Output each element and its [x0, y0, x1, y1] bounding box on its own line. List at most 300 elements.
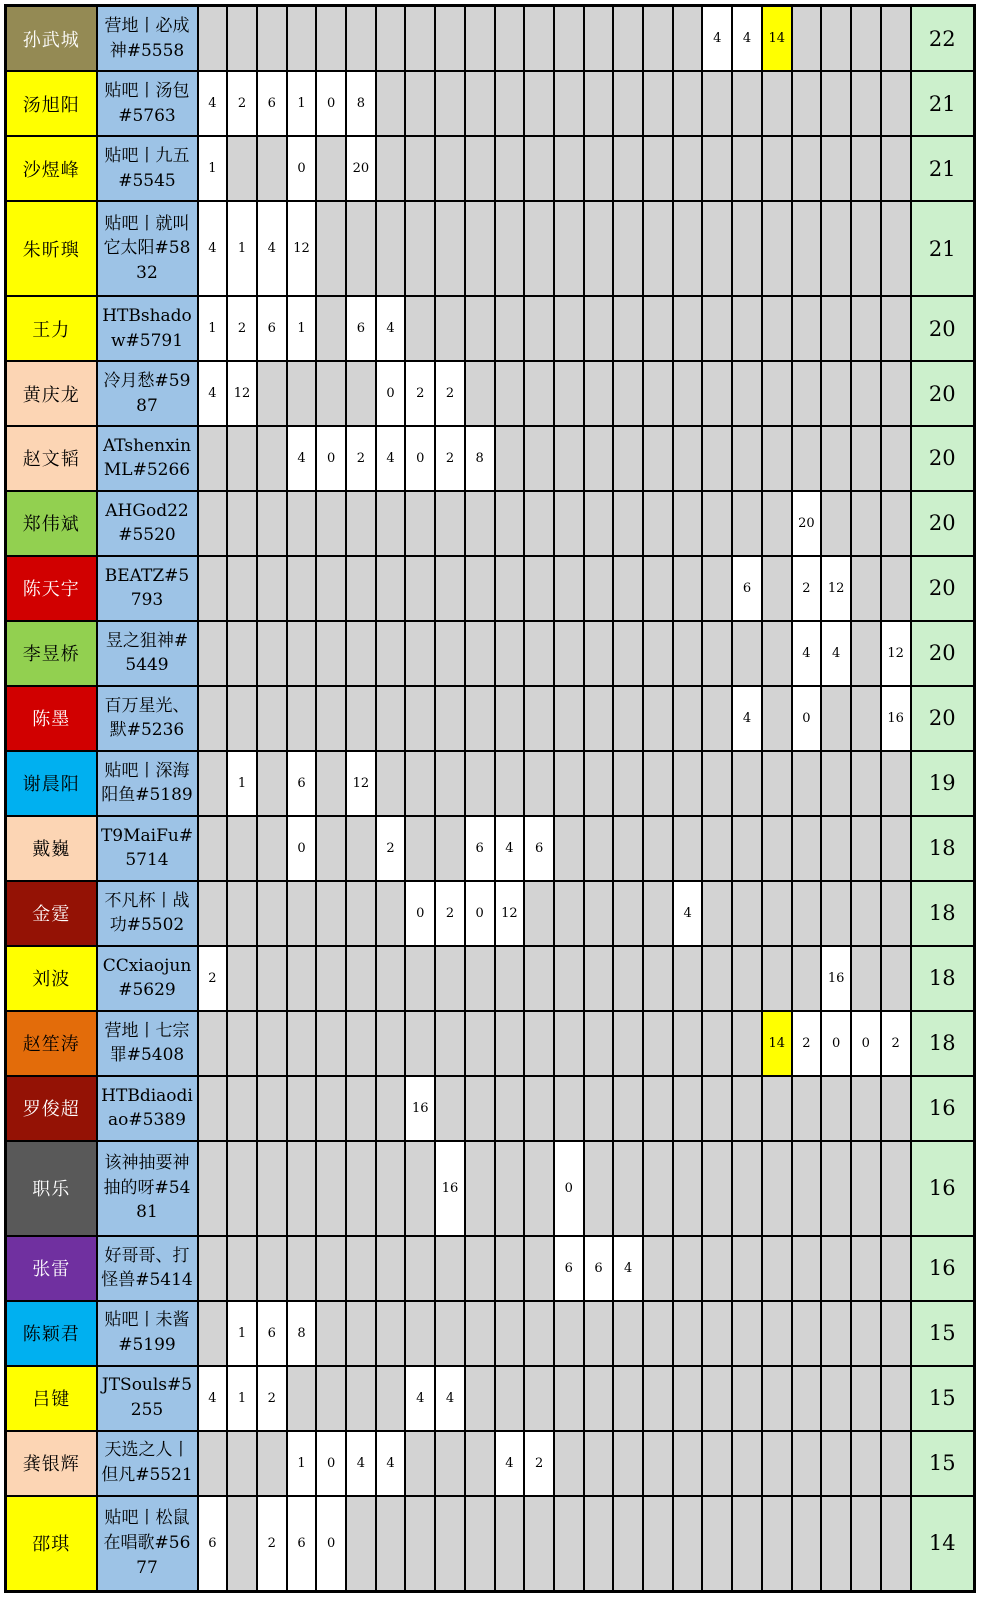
score-cell[interactable]: 6 [257, 296, 287, 361]
score-cell-empty[interactable] [405, 201, 435, 296]
score-cell-empty[interactable] [881, 361, 911, 426]
player-name-cell[interactable]: 龚银辉 [6, 1431, 97, 1496]
score-cell-empty[interactable] [732, 1496, 762, 1592]
player-name-cell[interactable]: 职乐 [6, 1141, 97, 1236]
score-cell[interactable]: 4 [257, 201, 287, 296]
score-cell-empty[interactable] [643, 751, 673, 816]
score-cell-empty[interactable] [792, 426, 822, 491]
score-cell-empty[interactable] [435, 946, 465, 1011]
score-cell-empty[interactable] [554, 686, 584, 751]
score-cell-empty[interactable] [495, 686, 525, 751]
score-cell-empty[interactable] [405, 491, 435, 556]
player-id-cell[interactable]: BEATZ#5793 [97, 556, 198, 621]
score-cell-empty[interactable] [554, 6, 584, 72]
score-cell[interactable]: 8 [287, 1301, 317, 1366]
score-cell[interactable]: 12 [287, 201, 317, 296]
score-cell-empty[interactable] [584, 686, 614, 751]
score-cell[interactable]: 4 [495, 1431, 525, 1496]
score-cell-empty[interactable] [821, 1496, 851, 1592]
score-cell-empty[interactable] [405, 556, 435, 621]
score-cell[interactable]: 6 [287, 1496, 317, 1592]
score-cell[interactable]: 20 [792, 491, 822, 556]
score-cell-empty[interactable] [495, 1141, 525, 1236]
score-cell-empty[interactable] [346, 881, 376, 946]
score-cell-empty[interactable] [435, 1301, 465, 1366]
player-name-cell[interactable]: 谢晨阳 [6, 751, 97, 816]
score-cell-empty[interactable] [821, 1141, 851, 1236]
score-cell[interactable]: 2 [257, 1496, 287, 1592]
player-name-cell[interactable]: 金霆 [6, 881, 97, 946]
score-cell-empty[interactable] [851, 201, 881, 296]
score-cell-empty[interactable] [613, 201, 643, 296]
score-cell-empty[interactable] [465, 71, 495, 136]
total-cell[interactable]: 20 [911, 491, 975, 556]
score-cell-empty[interactable] [257, 946, 287, 1011]
score-cell-empty[interactable] [554, 1496, 584, 1592]
score-cell-empty[interactable] [762, 751, 792, 816]
score-cell-empty[interactable] [495, 751, 525, 816]
score-cell-empty[interactable] [524, 556, 554, 621]
score-cell-empty[interactable] [792, 1141, 822, 1236]
score-cell-empty[interactable] [287, 1011, 317, 1076]
score-cell-empty[interactable] [851, 71, 881, 136]
score-cell-empty[interactable] [435, 816, 465, 881]
score-cell-empty[interactable] [316, 1366, 346, 1431]
score-cell-empty[interactable] [465, 621, 495, 686]
score-cell-empty[interactable] [613, 491, 643, 556]
player-id-cell[interactable]: 好哥哥、打怪兽#5414 [97, 1236, 198, 1301]
player-name-cell[interactable]: 张雷 [6, 1236, 97, 1301]
score-cell-empty[interactable] [881, 946, 911, 1011]
total-cell[interactable]: 16 [911, 1076, 975, 1141]
score-cell[interactable]: 2 [227, 71, 257, 136]
score-cell-empty[interactable] [792, 361, 822, 426]
score-cell-empty[interactable] [346, 1236, 376, 1301]
player-name-cell[interactable]: 戴巍 [6, 816, 97, 881]
score-cell-highlighted[interactable]: 14 [762, 1011, 792, 1076]
score-cell-empty[interactable] [554, 1076, 584, 1141]
score-cell-empty[interactable] [198, 686, 228, 751]
score-cell-empty[interactable] [821, 1236, 851, 1301]
score-cell-empty[interactable] [584, 816, 614, 881]
score-cell-empty[interactable] [584, 946, 614, 1011]
score-cell-empty[interactable] [584, 1366, 614, 1431]
player-id-cell[interactable]: 营地丨七宗罪#5408 [97, 1011, 198, 1076]
score-cell-empty[interactable] [702, 751, 732, 816]
score-cell-empty[interactable] [643, 881, 673, 946]
score-cell-empty[interactable] [524, 491, 554, 556]
score-cell-empty[interactable] [435, 1011, 465, 1076]
score-cell-empty[interactable] [792, 1301, 822, 1366]
score-cell-empty[interactable] [584, 1431, 614, 1496]
score-cell[interactable]: 4 [702, 6, 732, 72]
score-cell-empty[interactable] [821, 426, 851, 491]
score-cell-empty[interactable] [257, 426, 287, 491]
score-cell[interactable]: 4 [198, 1366, 228, 1431]
score-cell-empty[interactable] [287, 686, 317, 751]
score-cell[interactable]: 4 [376, 296, 406, 361]
score-cell-empty[interactable] [287, 946, 317, 1011]
player-name-cell[interactable]: 朱昕璵 [6, 201, 97, 296]
score-cell-empty[interactable] [316, 556, 346, 621]
score-cell-empty[interactable] [881, 296, 911, 361]
score-cell-empty[interactable] [792, 1076, 822, 1141]
score-cell-empty[interactable] [732, 426, 762, 491]
player-name-cell[interactable]: 罗俊超 [6, 1076, 97, 1141]
score-cell-empty[interactable] [346, 816, 376, 881]
score-cell-empty[interactable] [584, 1301, 614, 1366]
score-cell-empty[interactable] [702, 1236, 732, 1301]
score-cell-empty[interactable] [821, 6, 851, 72]
score-cell[interactable]: 12 [227, 361, 257, 426]
player-name-cell[interactable]: 陈天宇 [6, 556, 97, 621]
score-cell-empty[interactable] [584, 751, 614, 816]
score-cell-empty[interactable] [673, 1431, 703, 1496]
score-cell-empty[interactable] [465, 1076, 495, 1141]
score-cell-empty[interactable] [851, 491, 881, 556]
score-cell-empty[interactable] [673, 361, 703, 426]
score-cell-empty[interactable] [405, 816, 435, 881]
score-cell-empty[interactable] [792, 881, 822, 946]
score-cell[interactable]: 0 [405, 426, 435, 491]
score-cell[interactable]: 4 [376, 1431, 406, 1496]
score-cell-empty[interactable] [346, 361, 376, 426]
score-cell-empty[interactable] [732, 1236, 762, 1301]
score-cell-empty[interactable] [643, 1366, 673, 1431]
score-cell-empty[interactable] [198, 426, 228, 491]
score-cell[interactable]: 8 [465, 426, 495, 491]
total-cell[interactable]: 20 [911, 426, 975, 491]
score-cell-empty[interactable] [465, 1496, 495, 1592]
score-cell[interactable]: 4 [435, 1366, 465, 1431]
score-cell-empty[interactable] [673, 556, 703, 621]
score-cell-empty[interactable] [198, 1301, 228, 1366]
score-cell-empty[interactable] [673, 1236, 703, 1301]
score-cell-empty[interactable] [346, 556, 376, 621]
score-cell[interactable]: 2 [257, 1366, 287, 1431]
score-cell-empty[interactable] [465, 1366, 495, 1431]
score-cell-empty[interactable] [792, 1496, 822, 1592]
score-cell-empty[interactable] [287, 361, 317, 426]
score-cell-empty[interactable] [881, 1236, 911, 1301]
score-cell-empty[interactable] [405, 1141, 435, 1236]
score-cell[interactable]: 6 [257, 71, 287, 136]
score-cell-empty[interactable] [881, 816, 911, 881]
score-cell-empty[interactable] [643, 1011, 673, 1076]
score-cell-empty[interactable] [435, 686, 465, 751]
score-cell-empty[interactable] [673, 1141, 703, 1236]
score-cell[interactable]: 6 [257, 1301, 287, 1366]
score-cell-empty[interactable] [435, 621, 465, 686]
score-cell-empty[interactable] [851, 361, 881, 426]
score-cell[interactable]: 1 [227, 1366, 257, 1431]
score-cell-empty[interactable] [287, 491, 317, 556]
score-cell-empty[interactable] [732, 1366, 762, 1431]
score-cell-empty[interactable] [198, 881, 228, 946]
score-cell-empty[interactable] [495, 1011, 525, 1076]
score-cell-empty[interactable] [881, 136, 911, 201]
score-cell[interactable]: 4 [405, 1366, 435, 1431]
player-id-cell[interactable]: 冷月愁#5987 [97, 361, 198, 426]
score-cell-empty[interactable] [792, 946, 822, 1011]
score-cell-empty[interactable] [554, 881, 584, 946]
player-id-cell[interactable]: 不凡杯丨战功#5502 [97, 881, 198, 946]
score-cell-empty[interactable] [554, 136, 584, 201]
score-cell-empty[interactable] [376, 621, 406, 686]
score-cell[interactable]: 4 [198, 201, 228, 296]
score-cell-empty[interactable] [257, 491, 287, 556]
total-cell[interactable]: 15 [911, 1301, 975, 1366]
score-cell-empty[interactable] [613, 71, 643, 136]
score-cell[interactable]: 2 [435, 426, 465, 491]
score-cell-empty[interactable] [257, 1236, 287, 1301]
score-cell-empty[interactable] [613, 946, 643, 1011]
score-cell[interactable]: 2 [881, 1011, 911, 1076]
player-id-cell[interactable]: 营地丨必成神#5558 [97, 6, 198, 72]
score-cell-empty[interactable] [257, 6, 287, 72]
score-cell-empty[interactable] [376, 201, 406, 296]
score-cell-empty[interactable] [821, 1076, 851, 1141]
score-cell-empty[interactable] [732, 201, 762, 296]
player-id-cell[interactable]: 百万星光、默#5236 [97, 686, 198, 751]
score-cell-empty[interactable] [702, 946, 732, 1011]
score-cell-empty[interactable] [584, 621, 614, 686]
score-cell-empty[interactable] [465, 946, 495, 1011]
score-cell[interactable]: 2 [524, 1431, 554, 1496]
score-cell-empty[interactable] [702, 1366, 732, 1431]
score-cell-empty[interactable] [524, 1236, 554, 1301]
score-cell-empty[interactable] [762, 1496, 792, 1592]
score-cell-empty[interactable] [673, 426, 703, 491]
score-cell-empty[interactable] [673, 6, 703, 72]
score-cell-empty[interactable] [732, 136, 762, 201]
player-name-cell[interactable]: 王力 [6, 296, 97, 361]
score-cell-empty[interactable] [643, 296, 673, 361]
score-cell-empty[interactable] [405, 686, 435, 751]
score-cell-empty[interactable] [821, 491, 851, 556]
score-cell-empty[interactable] [762, 1366, 792, 1431]
player-name-cell[interactable]: 郑伟斌 [6, 491, 97, 556]
score-cell-empty[interactable] [792, 296, 822, 361]
score-cell-empty[interactable] [732, 1301, 762, 1366]
score-cell-empty[interactable] [287, 1141, 317, 1236]
score-cell-empty[interactable] [584, 1076, 614, 1141]
score-cell-empty[interactable] [702, 1076, 732, 1141]
score-cell-empty[interactable] [465, 1431, 495, 1496]
player-name-cell[interactable]: 赵文韬 [6, 426, 97, 491]
score-cell[interactable]: 4 [198, 361, 228, 426]
score-cell-empty[interactable] [762, 1236, 792, 1301]
score-cell-empty[interactable] [762, 491, 792, 556]
score-cell[interactable]: 4 [792, 621, 822, 686]
score-cell-empty[interactable] [495, 201, 525, 296]
score-cell[interactable]: 6 [554, 1236, 584, 1301]
score-cell-empty[interactable] [643, 556, 673, 621]
score-cell[interactable]: 1 [227, 1301, 257, 1366]
score-cell-empty[interactable] [316, 946, 346, 1011]
total-cell[interactable]: 18 [911, 1011, 975, 1076]
score-cell-empty[interactable] [495, 1366, 525, 1431]
score-cell-empty[interactable] [673, 686, 703, 751]
score-cell-empty[interactable] [643, 816, 673, 881]
score-cell-empty[interactable] [524, 621, 554, 686]
score-cell-empty[interactable] [405, 751, 435, 816]
score-cell-empty[interactable] [673, 1301, 703, 1366]
score-cell-empty[interactable] [465, 1141, 495, 1236]
score-cell-empty[interactable] [524, 946, 554, 1011]
score-cell-empty[interactable] [405, 71, 435, 136]
total-cell[interactable]: 21 [911, 201, 975, 296]
score-cell-empty[interactable] [613, 621, 643, 686]
score-cell-empty[interactable] [673, 621, 703, 686]
score-cell-empty[interactable] [465, 751, 495, 816]
score-cell[interactable]: 1 [287, 71, 317, 136]
score-cell-empty[interactable] [346, 1301, 376, 1366]
score-cell-empty[interactable] [613, 1011, 643, 1076]
score-cell-empty[interactable] [762, 621, 792, 686]
score-cell-empty[interactable] [435, 1496, 465, 1592]
score-cell[interactable]: 0 [316, 1431, 346, 1496]
player-id-cell[interactable]: CCxiaojun#5629 [97, 946, 198, 1011]
score-cell-empty[interactable] [613, 881, 643, 946]
score-cell-empty[interactable] [821, 71, 851, 136]
score-cell-empty[interactable] [851, 816, 881, 881]
score-cell-empty[interactable] [316, 881, 346, 946]
score-cell-empty[interactable] [316, 296, 346, 361]
score-cell-empty[interactable] [673, 491, 703, 556]
score-cell-empty[interactable] [198, 1236, 228, 1301]
score-cell-empty[interactable] [584, 201, 614, 296]
score-cell[interactable]: 2 [376, 816, 406, 881]
score-cell-empty[interactable] [762, 361, 792, 426]
score-cell-empty[interactable] [851, 426, 881, 491]
score-cell-empty[interactable] [613, 686, 643, 751]
player-id-cell[interactable]: ATshenxinML#5266 [97, 426, 198, 491]
score-cell-empty[interactable] [227, 1236, 257, 1301]
score-cell-empty[interactable] [227, 946, 257, 1011]
player-name-cell[interactable]: 黄庆龙 [6, 361, 97, 426]
score-cell-empty[interactable] [584, 1141, 614, 1236]
score-cell-empty[interactable] [435, 6, 465, 72]
score-cell-empty[interactable] [346, 201, 376, 296]
score-cell[interactable]: 6 [346, 296, 376, 361]
score-cell-empty[interactable] [257, 361, 287, 426]
score-cell-empty[interactable] [316, 361, 346, 426]
score-cell-empty[interactable] [762, 136, 792, 201]
score-cell-empty[interactable] [702, 491, 732, 556]
score-cell-empty[interactable] [643, 1141, 673, 1236]
score-cell-empty[interactable] [227, 1011, 257, 1076]
score-cell[interactable]: 6 [524, 816, 554, 881]
total-cell[interactable]: 16 [911, 1141, 975, 1236]
score-cell[interactable]: 0 [465, 881, 495, 946]
score-cell-empty[interactable] [762, 1431, 792, 1496]
score-cell-empty[interactable] [702, 296, 732, 361]
score-cell-empty[interactable] [257, 1431, 287, 1496]
score-cell-empty[interactable] [227, 6, 257, 72]
score-cell-empty[interactable] [673, 1011, 703, 1076]
score-cell-empty[interactable] [287, 1366, 317, 1431]
score-cell-empty[interactable] [851, 136, 881, 201]
score-cell[interactable]: 6 [732, 556, 762, 621]
score-cell-empty[interactable] [821, 1366, 851, 1431]
score-cell[interactable]: 0 [316, 1496, 346, 1592]
score-cell-empty[interactable] [465, 296, 495, 361]
score-cell[interactable]: 2 [435, 361, 465, 426]
score-cell-empty[interactable] [732, 1141, 762, 1236]
score-cell-empty[interactable] [613, 1366, 643, 1431]
score-cell-empty[interactable] [584, 881, 614, 946]
score-cell-empty[interactable] [643, 491, 673, 556]
score-cell-empty[interactable] [762, 556, 792, 621]
score-cell-empty[interactable] [376, 686, 406, 751]
score-cell-empty[interactable] [732, 1076, 762, 1141]
total-cell[interactable]: 20 [911, 361, 975, 426]
score-cell-empty[interactable] [613, 1431, 643, 1496]
score-cell-empty[interactable] [316, 1236, 346, 1301]
score-cell-empty[interactable] [881, 881, 911, 946]
score-cell-empty[interactable] [554, 946, 584, 1011]
score-cell-empty[interactable] [584, 491, 614, 556]
score-cell-empty[interactable] [881, 6, 911, 72]
player-name-cell[interactable]: 邵琪 [6, 1496, 97, 1592]
score-cell-empty[interactable] [762, 1076, 792, 1141]
score-cell-empty[interactable] [346, 491, 376, 556]
score-cell-empty[interactable] [376, 1236, 406, 1301]
score-cell[interactable]: 0 [851, 1011, 881, 1076]
score-cell-empty[interactable] [732, 881, 762, 946]
score-cell-empty[interactable] [851, 1431, 881, 1496]
score-cell-empty[interactable] [227, 426, 257, 491]
score-cell-empty[interactable] [673, 296, 703, 361]
score-cell-empty[interactable] [732, 71, 762, 136]
score-cell-empty[interactable] [643, 1301, 673, 1366]
score-cell-empty[interactable] [732, 296, 762, 361]
score-cell-empty[interactable] [613, 361, 643, 426]
score-cell-empty[interactable] [762, 881, 792, 946]
score-cell-empty[interactable] [762, 1141, 792, 1236]
score-cell-empty[interactable] [792, 201, 822, 296]
score-cell[interactable]: 2 [792, 556, 822, 621]
score-cell-empty[interactable] [584, 1496, 614, 1592]
player-id-cell[interactable]: 贴吧丨汤包#5763 [97, 71, 198, 136]
total-cell[interactable]: 15 [911, 1366, 975, 1431]
score-cell-empty[interactable] [821, 686, 851, 751]
score-cell-empty[interactable] [405, 136, 435, 201]
score-cell-empty[interactable] [821, 1431, 851, 1496]
score-cell-empty[interactable] [673, 751, 703, 816]
total-cell[interactable]: 16 [911, 1236, 975, 1301]
score-cell-empty[interactable] [524, 881, 554, 946]
score-cell-empty[interactable] [881, 751, 911, 816]
score-cell-empty[interactable] [376, 1141, 406, 1236]
score-cell[interactable]: 2 [435, 881, 465, 946]
score-cell-empty[interactable] [346, 1076, 376, 1141]
score-cell-empty[interactable] [792, 816, 822, 881]
score-cell[interactable]: 1 [287, 1431, 317, 1496]
score-cell-empty[interactable] [584, 1011, 614, 1076]
score-cell[interactable]: 12 [346, 751, 376, 816]
score-cell-empty[interactable] [257, 686, 287, 751]
player-name-cell[interactable]: 李昱桥 [6, 621, 97, 686]
score-cell-empty[interactable] [673, 136, 703, 201]
score-cell-empty[interactable] [376, 1076, 406, 1141]
score-cell-empty[interactable] [495, 491, 525, 556]
score-cell-empty[interactable] [346, 946, 376, 1011]
score-cell-empty[interactable] [405, 946, 435, 1011]
score-cell-empty[interactable] [851, 946, 881, 1011]
score-cell-empty[interactable] [851, 1141, 881, 1236]
